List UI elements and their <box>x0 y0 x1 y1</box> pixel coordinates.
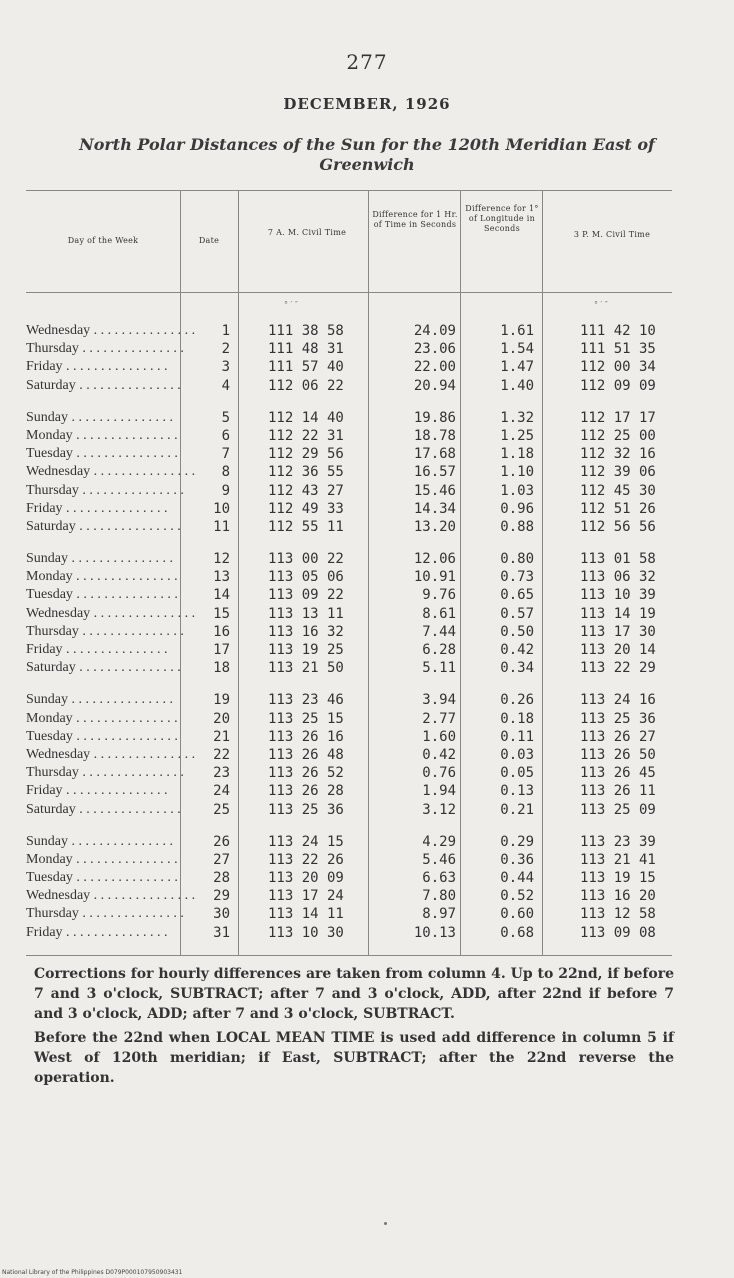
cell-diff-long: 1.61 <box>500 323 534 339</box>
cell-diff-long: 0.29 <box>500 833 534 850</box>
cell-pm: 113 14 19 <box>580 605 656 622</box>
cell-date: 28 <box>213 870 230 887</box>
cell-diff-hour: 17.68 <box>413 446 456 463</box>
header-date: Date <box>198 236 220 245</box>
cell-diff-hour: 0.42 <box>422 746 456 763</box>
table-row <box>0 833 734 851</box>
cell-day: Saturday . . . . . . . . . . . . . . . <box>26 801 181 817</box>
cell-diff-hour: 20.94 <box>413 377 456 394</box>
cell-am: 113 26 52 <box>268 765 344 782</box>
cell-day: Monday . . . . . . . . . . . . . . . <box>26 710 178 726</box>
table-row <box>0 500 734 518</box>
cell-day: Thursday . . . . . . . . . . . . . . . <box>26 765 184 781</box>
table-row <box>0 358 734 376</box>
cell-diff-long: 0.96 <box>500 500 534 517</box>
cell-diff-long: 0.44 <box>500 870 534 887</box>
cell-pm: 113 26 50 <box>580 746 656 763</box>
cell-pm: 111 42 10 <box>580 323 656 339</box>
cell-pm: 112 32 16 <box>580 446 656 463</box>
table-row <box>0 746 734 764</box>
cell-pm: 113 17 30 <box>580 623 656 640</box>
cell-am: 111 38 58 <box>268 323 344 339</box>
cell-diff-long: 0.21 <box>500 801 534 818</box>
cell-diff-long: 0.60 <box>500 906 534 923</box>
cell-diff-long: 0.18 <box>500 710 534 727</box>
cell-date: 12 <box>213 551 230 568</box>
header-day: Day of the Week <box>67 236 139 245</box>
cell-day: Tuesday . . . . . . . . . . . . . . . <box>26 870 178 886</box>
cell-pm: 113 06 32 <box>580 569 656 586</box>
cell-pm: 112 00 34 <box>580 359 656 376</box>
cell-am: 112 22 31 <box>268 427 344 444</box>
table-subtitle: North Polar Distances of the Sun for the 120th Meridian East of Greenwich <box>79 135 655 174</box>
cell-am: 113 21 50 <box>268 660 344 677</box>
cell-diff-long: 1.32 <box>500 409 534 426</box>
table-row <box>0 427 734 445</box>
table-row <box>0 869 734 887</box>
cell-day: Thursday . . . . . . . . . . . . . . . <box>26 906 184 922</box>
row-group <box>0 691 734 818</box>
cell-diff-long: 1.40 <box>500 377 534 394</box>
table-row <box>0 550 734 568</box>
library-credit: National Library of the Philippines D079P000107950903431 <box>2 1269 183 1276</box>
cell-am: 113 20 09 <box>268 870 344 887</box>
table-row <box>0 377 734 395</box>
cell-diff-long: 1.03 <box>500 482 534 499</box>
cell-am: 112 43 27 <box>268 482 344 499</box>
cell-am: 113 17 24 <box>268 888 344 905</box>
cell-diff-long: 0.03 <box>500 746 534 763</box>
cell-am: 113 05 06 <box>268 569 344 586</box>
table-row <box>0 445 734 463</box>
table-row <box>0 851 734 869</box>
cell-day: Friday . . . . . . . . . . . . . . . <box>26 642 168 657</box>
footnote-local-mean-time: Before the 22nd when LOCAL MEAN TIME is used add difference in column 5 if West of 120th meridian; if East, SUBTRACT; after the 22nd reverse the operation. <box>34 1030 674 1086</box>
cell-pm: 112 45 30 <box>580 482 656 499</box>
cell-diff-hour: 3.94 <box>422 692 456 709</box>
cell-day: Thursday . . . . . . . . . . . . . . . <box>26 482 184 498</box>
footnotes <box>34 964 674 1092</box>
cell-diff-hour: 8.97 <box>422 906 456 923</box>
cell-diff-hour: 15.46 <box>413 482 456 499</box>
table-row <box>0 782 734 800</box>
cell-date: 20 <box>213 710 230 727</box>
cell-date: 30 <box>213 906 230 923</box>
cell-pm: 113 22 29 <box>580 660 656 677</box>
cell-diff-long: 0.52 <box>500 888 534 905</box>
cell-date: 1 <box>221 323 230 339</box>
cell-am: 112 36 55 <box>268 464 344 481</box>
cell-date: 18 <box>213 660 230 677</box>
cell-day: Sunday . . . . . . . . . . . . . . . <box>26 833 173 849</box>
cell-diff-long: 0.05 <box>500 765 534 782</box>
cell-diff-hour: 12.06 <box>413 551 456 568</box>
cell-day: Wednesday . . . . . . . . . . . . . . . <box>26 464 196 480</box>
cell-diff-hour: 22.00 <box>413 359 456 376</box>
table-row <box>0 887 734 905</box>
cell-diff-hour: 3.12 <box>422 801 456 818</box>
cell-date: 16 <box>213 623 230 640</box>
cell-date: 27 <box>213 851 230 868</box>
table-row <box>0 623 734 641</box>
header-pm: 3 P. M. Civil Time <box>573 230 651 239</box>
cell-am: 113 25 15 <box>268 710 344 727</box>
table-bottom-rule <box>26 955 672 956</box>
table-row <box>0 586 734 604</box>
cell-date: 6 <box>221 427 230 444</box>
cell-date: 3 <box>221 359 230 376</box>
cell-pm: 113 10 39 <box>580 587 656 604</box>
table-row <box>0 463 734 481</box>
cell-date: 14 <box>213 587 230 604</box>
cell-day: Thursday . . . . . . . . . . . . . . . <box>26 623 184 639</box>
cell-am: 112 49 33 <box>268 500 344 517</box>
row-group <box>0 550 734 677</box>
table-row <box>0 568 734 586</box>
cell-day: Sunday . . . . . . . . . . . . . . . <box>26 551 173 567</box>
units-am: ° ′ ″ <box>284 300 298 309</box>
cell-am: 111 48 31 <box>268 341 344 358</box>
cell-pm: 113 26 11 <box>580 783 656 800</box>
table-row <box>0 691 734 709</box>
cell-date: 25 <box>213 801 230 818</box>
cell-am: 113 26 16 <box>268 728 344 745</box>
cell-diff-long: 0.50 <box>500 623 534 640</box>
cell-diff-hour: 16.57 <box>413 464 456 481</box>
table-row <box>0 728 734 746</box>
cell-pm: 113 26 27 <box>580 728 656 745</box>
cell-diff-hour: 5.46 <box>422 851 456 868</box>
cell-am: 113 23 46 <box>268 692 344 709</box>
row-group <box>0 322 734 395</box>
cell-diff-hour: 14.34 <box>413 500 456 517</box>
cell-day: Sunday . . . . . . . . . . . . . . . <box>26 692 173 708</box>
cell-day: Wednesday . . . . . . . . . . . . . . . <box>26 323 196 338</box>
cell-diff-hour: 8.61 <box>422 605 456 622</box>
cell-am: 113 16 32 <box>268 623 344 640</box>
table-row <box>0 710 734 728</box>
cell-am: 113 13 11 <box>268 605 344 622</box>
cell-diff-long: 0.34 <box>500 660 534 677</box>
cell-am: 111 57 40 <box>268 359 344 376</box>
table-row <box>0 322 734 340</box>
cell-pm: 113 12 58 <box>580 906 656 923</box>
cell-pm: 113 23 39 <box>580 833 656 850</box>
cell-diff-hour: 1.94 <box>422 783 456 800</box>
cell-pm: 113 19 15 <box>580 870 656 887</box>
table-top-rule <box>26 190 672 191</box>
cell-diff-long: 1.54 <box>500 341 534 358</box>
cell-pm: 113 09 08 <box>580 924 656 941</box>
cell-diff-hour: 10.91 <box>413 569 456 586</box>
cell-diff-long: 1.47 <box>500 359 534 376</box>
cell-day: Wednesday . . . . . . . . . . . . . . . <box>26 605 196 621</box>
cell-diff-long: 0.68 <box>500 924 534 941</box>
cell-pm: 113 25 09 <box>580 801 656 818</box>
cell-date: 7 <box>221 446 230 463</box>
cell-diff-hour: 0.76 <box>422 765 456 782</box>
cell-pm: 112 09 09 <box>580 377 656 394</box>
cell-am: 113 26 48 <box>268 746 344 763</box>
cell-date: 13 <box>213 569 230 586</box>
cell-pm: 112 25 00 <box>580 427 656 444</box>
cell-diff-hour: 6.63 <box>422 870 456 887</box>
cell-date: 29 <box>213 888 230 905</box>
cell-pm: 113 20 14 <box>580 642 656 658</box>
cell-day: Tuesday . . . . . . . . . . . . . . . <box>26 587 178 603</box>
cell-am: 113 26 28 <box>268 783 344 800</box>
cell-day: Tuesday . . . . . . . . . . . . . . . <box>26 446 178 462</box>
cell-day: Monday . . . . . . . . . . . . . . . <box>26 851 178 867</box>
cell-pm: 112 39 06 <box>580 464 656 481</box>
cell-am: 113 09 22 <box>268 587 344 604</box>
cell-diff-hour: 4.29 <box>422 833 456 850</box>
cell-date: 9 <box>221 482 230 499</box>
cell-diff-hour: 10.13 <box>413 924 456 941</box>
cell-diff-hour: 19.86 <box>413 409 456 426</box>
cell-diff-long: 0.65 <box>500 587 534 604</box>
cell-date: 11 <box>213 518 230 535</box>
table-row <box>0 482 734 500</box>
cell-am: 113 24 15 <box>268 833 344 850</box>
cell-diff-long: 1.18 <box>500 446 534 463</box>
table-row <box>0 340 734 358</box>
cell-pm: 112 51 26 <box>580 500 656 517</box>
cell-day: Wednesday . . . . . . . . . . . . . . . <box>26 888 196 904</box>
cell-date: 31 <box>213 924 230 941</box>
table-body <box>0 322 734 942</box>
cell-am: 112 29 56 <box>268 446 344 463</box>
cell-day: Friday . . . . . . . . . . . . . . . <box>26 500 168 516</box>
cell-diff-hour: 13.20 <box>413 518 456 535</box>
cell-day: Monday . . . . . . . . . . . . . . . <box>26 569 178 585</box>
cell-pm: 113 16 20 <box>580 888 656 905</box>
cell-diff-long: 0.13 <box>500 783 534 800</box>
page-speck <box>384 1222 387 1225</box>
cell-diff-hour: 7.44 <box>422 623 456 640</box>
cell-day: Wednesday . . . . . . . . . . . . . . . <box>26 746 196 762</box>
cell-am: 113 19 25 <box>268 642 344 658</box>
row-group <box>0 833 734 942</box>
cell-diff-long: 0.88 <box>500 518 534 535</box>
cell-am: 113 00 22 <box>268 551 344 568</box>
table-row <box>0 605 734 623</box>
cell-diff-long: 0.11 <box>500 728 534 745</box>
cell-pm: 112 56 56 <box>580 518 656 535</box>
cell-date: 17 <box>213 642 230 658</box>
cell-diff-long: 0.42 <box>500 642 534 658</box>
table-row <box>0 641 734 659</box>
header-am: 7 A. M. Civil Time <box>267 228 347 237</box>
cell-diff-hour: 23.06 <box>413 341 456 358</box>
cell-am: 112 06 22 <box>268 377 344 394</box>
cell-date: 8 <box>221 464 230 481</box>
cell-diff-hour: 6.28 <box>422 642 456 658</box>
cell-pm: 113 21 41 <box>580 851 656 868</box>
cell-date: 2 <box>221 341 230 358</box>
cell-am: 112 55 11 <box>268 518 344 535</box>
cell-diff-long: 0.57 <box>500 605 534 622</box>
cell-diff-hour: 5.11 <box>422 660 456 677</box>
cell-diff-long: 0.80 <box>500 551 534 568</box>
header-diff-long: Difference for 1° of Longitude in Seconds <box>465 204 539 233</box>
cell-day: Monday . . . . . . . . . . . . . . . <box>26 427 178 443</box>
cell-date: 5 <box>221 409 230 426</box>
row-group <box>0 409 734 536</box>
cell-pm: 113 24 16 <box>580 692 656 709</box>
cell-am: 113 25 36 <box>268 801 344 818</box>
cell-date: 26 <box>213 833 230 850</box>
header-diff-hour: Difference for 1 Hr. of Time in Seconds <box>372 210 458 229</box>
cell-day: Saturday . . . . . . . . . . . . . . . <box>26 660 181 676</box>
month-title: DECEMBER, 1926 <box>283 95 451 113</box>
cell-date: 4 <box>221 377 230 394</box>
footnote-corrections: Corrections for hourly differences are taken from column 4. Up to 22nd, if before 7 and 3 o'clock, SUBTRACT; after 7 and 3 o'clock, ADD, after 22nd if before 7 and 3 o'clock, ADD; after 7 and 3 o'clock, SUBTRACT. <box>34 966 674 1022</box>
cell-diff-hour: 24.09 <box>413 323 456 339</box>
cell-pm: 113 25 36 <box>580 710 656 727</box>
cell-am: 112 14 40 <box>268 409 344 426</box>
cell-day: Saturday . . . . . . . . . . . . . . . <box>26 377 181 393</box>
cell-day: Tuesday . . . . . . . . . . . . . . . <box>26 728 178 744</box>
table-row <box>0 659 734 677</box>
cell-diff-long: 1.25 <box>500 427 534 444</box>
table-row <box>0 801 734 819</box>
cell-pm: 113 01 58 <box>580 551 656 568</box>
cell-date: 23 <box>213 765 230 782</box>
table-header-rule <box>26 292 672 293</box>
cell-pm: 113 26 45 <box>580 765 656 782</box>
cell-date: 24 <box>213 783 230 800</box>
cell-pm: 112 17 17 <box>580 409 656 426</box>
table-row <box>0 518 734 536</box>
cell-diff-long: 0.36 <box>500 851 534 868</box>
cell-pm: 111 51 35 <box>580 341 656 358</box>
table-row <box>0 905 734 923</box>
cell-date: 15 <box>213 605 230 622</box>
cell-diff-hour: 1.60 <box>422 728 456 745</box>
cell-date: 22 <box>213 746 230 763</box>
cell-diff-hour: 9.76 <box>422 587 456 604</box>
cell-day: Thursday . . . . . . . . . . . . . . . <box>26 341 184 357</box>
cell-am: 113 10 30 <box>268 924 344 941</box>
cell-date: 21 <box>213 728 230 745</box>
cell-day: Friday . . . . . . . . . . . . . . . <box>26 783 168 799</box>
table-row <box>0 409 734 427</box>
table-row <box>0 924 734 942</box>
cell-am: 113 14 11 <box>268 906 344 923</box>
cell-diff-hour: 18.78 <box>413 427 456 444</box>
cell-day: Friday . . . . . . . . . . . . . . . <box>26 924 168 940</box>
cell-diff-hour: 2.77 <box>422 710 456 727</box>
units-pm: ° ′ ″ <box>594 300 608 309</box>
cell-date: 19 <box>213 692 230 709</box>
cell-diff-long: 0.73 <box>500 569 534 586</box>
table-row <box>0 764 734 782</box>
cell-am: 113 22 26 <box>268 851 344 868</box>
cell-diff-long: 1.10 <box>500 464 534 481</box>
cell-day: Sunday . . . . . . . . . . . . . . . <box>26 409 173 425</box>
cell-day: Saturday . . . . . . . . . . . . . . . <box>26 518 181 534</box>
cell-date: 10 <box>213 500 230 517</box>
cell-diff-hour: 7.80 <box>422 888 456 905</box>
page-number: 277 <box>346 50 388 74</box>
cell-day: Friday . . . . . . . . . . . . . . . <box>26 359 168 375</box>
cell-diff-long: 0.26 <box>500 692 534 709</box>
